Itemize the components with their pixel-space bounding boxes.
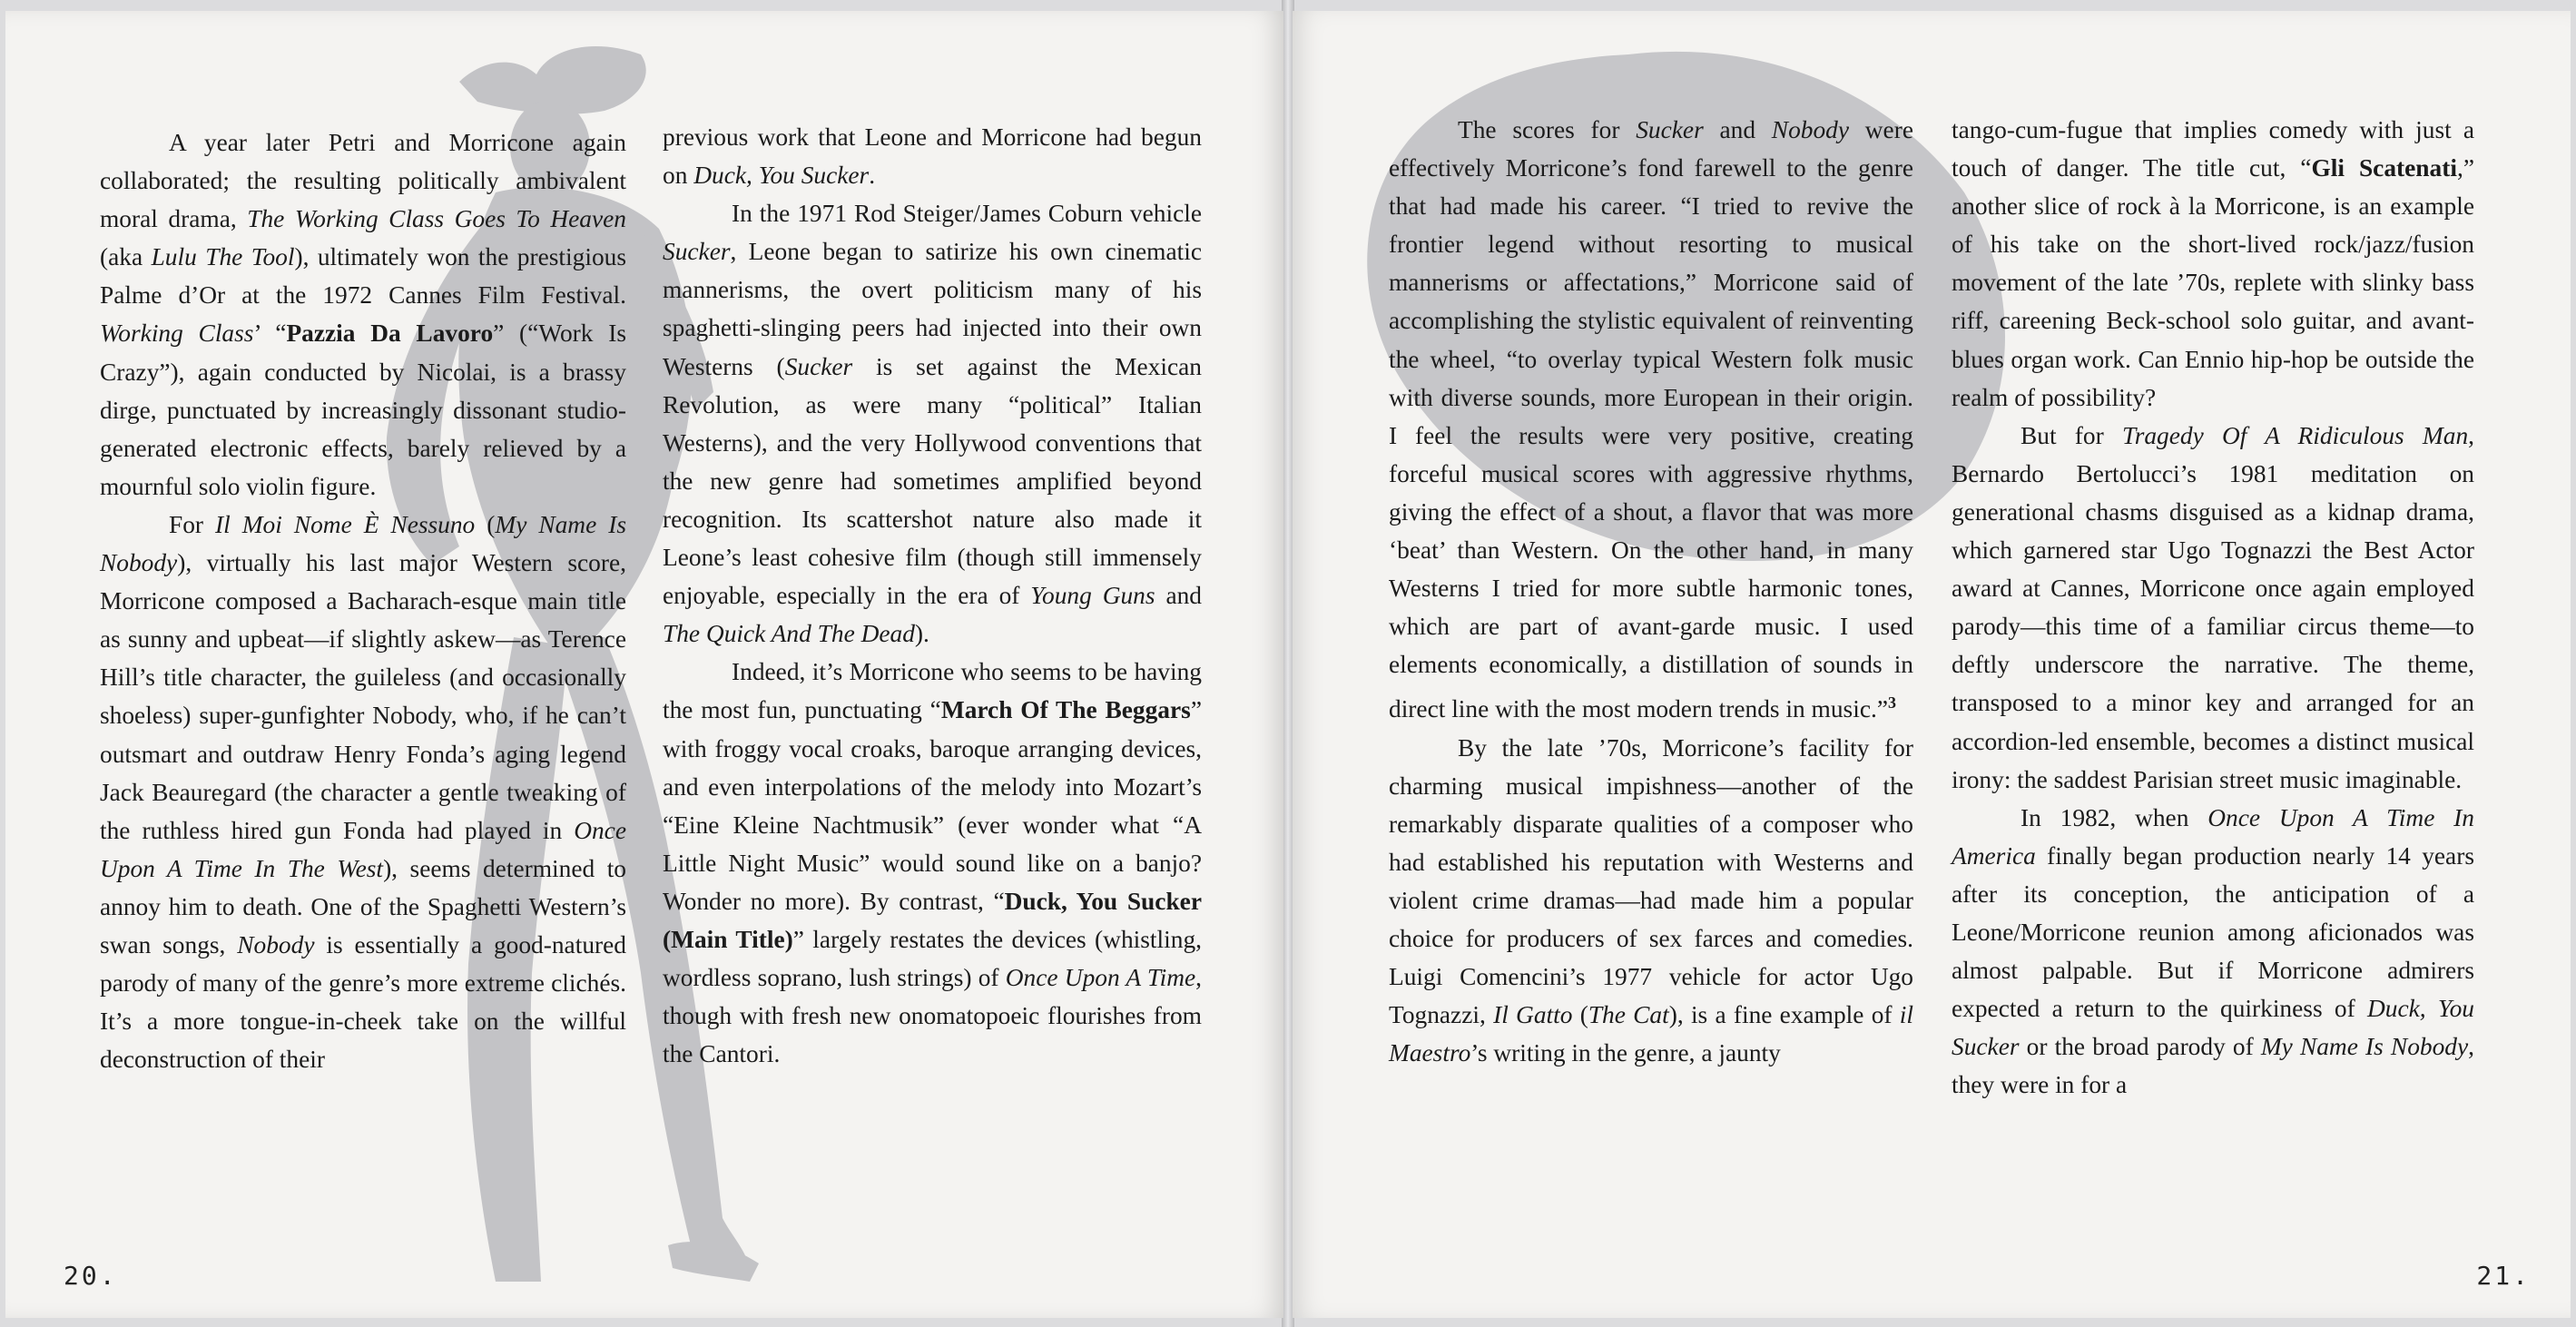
paragraph: In the 1971 Rod Steiger/James Coburn vehicle Sucker, Leone began to satirize his own cinematic mannerisms, the overt politicism many of his spaghetti-slinging peers had injected into their own Westerns (Sucker is set against the Mexican Revolution, as were many “political” Italian Westerns), and the very Hollywood conventions that the new genre had sometimes amplified beyond recognition. Its scattershot nature also made it Leone’s least cohesive film (though still immensely enjoyable, especially in the era of Young Guns and The Quick And The Dead). <box>663 200 1203 648</box>
paragraph: previous work that Leone and Morricone had begun on Duck, You Sucker. <box>663 123 1202 190</box>
paragraph: For Il Moi Nome È Nessuno (My Name Is Nobody), virtually his last major Western score, Morricone composed a Bacharach-esque main title as sunny and upbeat—if slightly askew—as Terence Hill’s title character, the guileless (and occasionally shoeless) super-gunfighter Nobody, who, if he can’t outsmart and outdraw Henry Fonda’s aging legend Jack Beauregard (the character a gentle tweaking of the ruthless hired gun Fonda had played in Once Upon A Time In The West), seems determined to annoy him to death. One of the Spaghetti Western’s swan songs, Nobody is essentially a good-natured parody of many of the genre’s more extreme clichés. It’s a more tongue-in-cheek take on the willful deconstruction of their <box>100 510 627 1074</box>
paragraph: Indeed, it’s Morricone who seems to be having the most fun, punctuating “March Of The Beggars” with froggy vocal croaks, baroque arranging devices, and even interpolations of the melody into Mozart’s “Eine Kleine Nachtmusik” (ever wonder what “A Little Night Music” would sound like on a banjo? Wonder no more). By contrast, “Duck, You Sucker (Main Title)” largely restates the devices (whistling, wordless soprano, lush strings) of Once Upon A Time, though with fresh new onomatopoeic flourishes from the Cantori. <box>663 658 1202 1068</box>
paragraph: tango-cum-fugue that implies comedy with just a touch of danger. The title cut, “Gli Scatenati,” another slice of rock à la Morricone, is an example of his take on the short-lived rock/jazz/fusion movement of the late ’70s, replete with slinky bass riff, careening Beck-school solo guitar, and avant-blues organ work. Can Ennio hip-hop be outside the realm of possibility? <box>1952 116 2474 411</box>
left-column-2 <box>663 118 1202 1073</box>
paragraph: A year later Petri and Morricone again collaborated; the resulting politically ambivalent moral drama, The Working Class Goes To Heaven (aka Lulu The Tool), ultimately won the prestigious Palme d’Or at the 1972 Cannes Film Festival. Working Class’ “Pazzia Da Lavoro” (“Work Is Crazy”), again conducted by Nicolai, is a brassy dirge, punctuated by increasingly dissonant studio-generated electronic effects, barely relieved by a mournful solo violin figure. <box>100 129 627 500</box>
right-column-1 <box>1389 111 1913 1072</box>
paragraph: The scores for Sucker and Nobody were effectively Morricone’s fond farewell to the genre that had made his career. “I tried to revive the frontier legend without resorting to musical mannerisms or affectations,” Morricone said of accomplishing the stylistic equivalent of reinventing the wheel, “to overlay typical Western folk music with diverse sounds, more European in their origin. I feel the results were very positive, creating forceful musical scores with aggressive rhythms, giving the effect of a shout, a flavor that was more ‘beat’ than Western. On the other hand, in many Westerns I tried for more subtle harmonic tones, which are part of avant-garde music. I used elements economically, a distillation of sounds in direct line with the most modern trends in music.”$^3$ <box>1389 116 1913 723</box>
left-page <box>5 11 1283 1318</box>
page-number: 21. <box>2476 1261 2531 1291</box>
page-number: 20. <box>64 1261 118 1291</box>
paragraph: But for Tragedy Of A Ridiculous Man, Bernardo Bertolucci’s 1981 meditation on generational chasms disguised as a kidnap drama, which garnered star Ugo Tognazzi the Best Actor award at Cannes, Morricone once again employed parody—this time of a familiar circus theme—to deftly underscore the narrative. The theme, transposed to a minor key and arranged for an accordion-led ensemble, becomes a distinct musical irony: the saddest Parisian street music imaginable. <box>1952 421 2474 793</box>
paragraph: In 1982, when Once Upon A Time In America finally began production nearly 14 years after its conception, the anticipation of a Leone/Morricone reunion among aficionados was almost palpable. But if Morricone admirers expected a return to the quirkiness of Duck, You Sucker or the broad parody of My Name Is Nobody, they were in for a <box>1952 803 2474 1099</box>
right-column-2 <box>1952 111 2474 1104</box>
paragraph: By the late ’70s, Morricone’s facility for charming musical impishness—another of the remarkably disparate qualities of a composer who had established his reputation with Westerns and violent crime dramas—had made him a popular choice for producers of sex farces and comedies. Luigi Comencini’s 1977 vehicle for actor Ugo Tognazzi, Il Gatto (The Cat), is a fine example of il Maestro’s writing in the genre, a jaunty <box>1389 733 1913 1067</box>
right-page <box>1293 11 2571 1318</box>
left-column-1 <box>100 123 626 1078</box>
